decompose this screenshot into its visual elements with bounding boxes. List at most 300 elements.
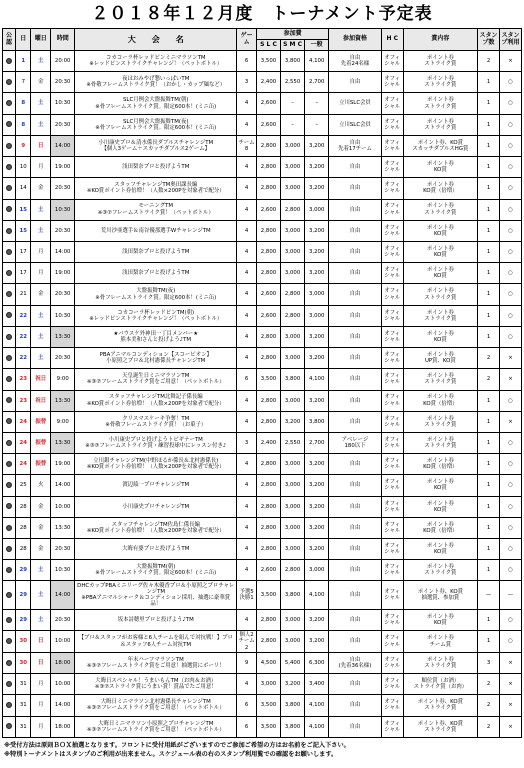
weekday-cell: 土 [31, 560, 51, 581]
notice-icon-cell [3, 178, 16, 199]
fee-general-cell: 3,200 [305, 220, 329, 241]
qualification-cell [329, 93, 382, 114]
tournament-title: 大晦日ミニマラソン北村憲係長チャレンジTM [100, 699, 211, 706]
prize-cell-line1: ポイント券 [426, 224, 454, 231]
header-time: 時間 [51, 29, 75, 51]
table-row [3, 581, 522, 610]
stamp-get-cell: 1 [478, 517, 500, 538]
tournament-note: ※PBAアニマルシャーク＆コンディション採用、抽選に豪華賞品！ [81, 595, 231, 608]
prize-cell [403, 539, 477, 560]
fee-general-cell: 4,100 [305, 716, 329, 737]
fee-smc-cell: 3,000 [281, 454, 305, 475]
stamp-use-cell: ○ [500, 263, 522, 284]
tournament-title: 大晦有婆プロと投げようTM [122, 546, 190, 553]
notice-icon-cell [3, 454, 16, 475]
games-cell: 3 [237, 72, 257, 93]
tournament-name-cell [75, 263, 237, 284]
fee-slc-cell: 2,600 [256, 93, 280, 114]
prize-cell [403, 263, 477, 284]
table-row [3, 72, 522, 93]
dot-icon [6, 143, 12, 149]
table-row [3, 390, 522, 411]
hc-cell: オフィシャル [381, 369, 403, 390]
games-cell: 4 [237, 178, 257, 199]
qualification-cell [329, 114, 382, 135]
notice-icon-cell [3, 135, 16, 156]
table-row [3, 51, 522, 72]
tournament-title: モーニングTM [138, 203, 174, 210]
qualification-cell [329, 581, 382, 610]
table-row [3, 284, 522, 305]
weekday-cell: 土 [31, 610, 51, 631]
tournament-name-cell [75, 326, 237, 347]
header-fee: 参加費 [256, 29, 328, 40]
fee-general-cell: 3,200 [305, 539, 329, 560]
tournament-note: ※KO賞ポイント券倍増！（人数×200Pを対象者で配分） [86, 400, 225, 407]
time-cell: 14:00 [51, 241, 75, 262]
qualification-cell [329, 517, 382, 538]
table-row [3, 716, 522, 737]
fee-general-cell: 3,200 [305, 610, 329, 631]
fee-slc-cell: 2,800 [256, 241, 280, 262]
time-cell: 10:30 [51, 560, 75, 581]
prize-cell-line2: スカッチダブルスHG賞 [412, 145, 469, 152]
weekday-cell: 月 [31, 157, 51, 178]
time-cell: 20:30 [51, 284, 75, 305]
dot-icon [6, 355, 12, 361]
notice-icon-cell [3, 581, 16, 610]
footer-notes [4, 741, 520, 760]
hc-cell: オフィシャル [381, 390, 403, 411]
weekday-cell: 日 [31, 631, 51, 653]
stamp-use-cell: × [500, 652, 522, 673]
stamp-get-cell: 1 [478, 114, 500, 135]
day-cell: 28 [16, 517, 31, 538]
notice-icon-cell [3, 326, 16, 347]
weekday-cell: 土 [31, 326, 51, 347]
qualification-cell [329, 369, 382, 390]
games-cell: 9 [237, 652, 257, 673]
qualification-cell-line1: 自由 [349, 638, 361, 645]
day-cell: 28 [16, 539, 31, 560]
dot-icon [6, 482, 12, 488]
weekday-cell: 金 [31, 517, 51, 538]
prize-cell-line2: ストライク賞 [424, 82, 457, 89]
fee-smc-cell: 2,550 [281, 72, 305, 93]
fee-slc-cell: 2,800 [256, 454, 280, 475]
prize-cell-line1: ポイント券 [426, 245, 454, 252]
notice-icon-cell [3, 631, 16, 653]
weekday-cell: 土 [31, 220, 51, 241]
qualification-cell-line1: 自由 [349, 227, 361, 234]
hc-cell: オフィシャル [381, 517, 403, 538]
time-cell: 20:30 [51, 610, 75, 631]
weekday-cell: 土 [31, 114, 51, 135]
tournament-note: ※③⑦フレームストライク賞・練習投球中にレッスン付き♪ [85, 443, 227, 450]
qualification-cell [329, 199, 382, 220]
fee-smc-cell: 3,200 [281, 411, 305, 432]
hc-cell: オフィシャル [381, 454, 403, 475]
stamp-use-cell: × [500, 348, 522, 369]
qualification-cell-line1: 自由 [349, 54, 361, 61]
tournament-title: 小川康史プロと投げようトビギナーTM [108, 436, 203, 443]
prize-cell [403, 220, 477, 241]
tournament-note: ※骨フレームストライク賞。限定600本！(ミニ缶) [95, 294, 217, 301]
stamp-get-cell: 1 [478, 220, 500, 241]
qualification-cell-line1: 自由 [349, 185, 361, 192]
prize-cell [403, 284, 477, 305]
prize-cell-line1: ポイント券 [426, 97, 454, 104]
hc-cell: オフィシャル [381, 631, 403, 653]
stamp-get-cell: 1 [478, 178, 500, 199]
tournament-name-cell [75, 496, 237, 517]
prize-cell-line2: KO賞 [433, 549, 447, 556]
fee-slc-cell: 2,800 [256, 517, 280, 538]
hc-cell: オフィシャル [381, 716, 403, 737]
fee-slc-cell: 3,500 [256, 695, 280, 716]
qualification-cell [329, 695, 382, 716]
table-row [3, 305, 522, 326]
stamp-use-cell: ○ [500, 631, 522, 653]
prize-cell-line1: ポイント券 [426, 373, 454, 380]
prize-cell-line2: ストライク賞 [424, 61, 457, 68]
prize-cell-line2: チーム賞 [429, 641, 452, 648]
qualification-cell-line1: 自由 [349, 503, 361, 510]
prize-cell-line2: ストライク賞 [424, 103, 457, 110]
prize-cell-line1: ポイント券 [426, 330, 454, 337]
prize-cell [403, 326, 477, 347]
tournament-note: ※骨フレームストライク賞。限定600本！(ミニ缶) [95, 124, 217, 131]
table-row [3, 114, 522, 135]
prize-cell [403, 178, 477, 199]
qualification-cell [329, 475, 382, 496]
prize-cell-line1: ポイント券、KO賞 [417, 720, 463, 727]
stamp-get-cell: 2 [478, 348, 500, 369]
table-row [3, 475, 522, 496]
hc-cell: オフィシャル [381, 241, 403, 262]
stamp-use-cell: ○ [500, 432, 522, 453]
table-body [3, 51, 522, 738]
hc-cell: オフィシャル [381, 411, 403, 432]
stamp-get-cell: 1 [478, 560, 500, 581]
prize-cell-line1: ポイント券 [426, 458, 454, 465]
fee-slc-cell: 2,800 [256, 326, 280, 347]
prize-cell-line2: KO賞 [433, 273, 447, 280]
qualification-cell-line1: 自由 [349, 418, 361, 425]
stamp-use-cell: ○ [500, 475, 522, 496]
prize-cell-line2: KO賞（倍増） [423, 400, 458, 407]
fee-smc-cell: 3,200 [281, 674, 305, 695]
prize-cell-line2: ストライク賞 [424, 443, 457, 450]
qualification-cell [329, 135, 382, 156]
fee-general-cell: 3,200 [305, 390, 329, 411]
header-notice: 公認 [3, 29, 16, 51]
stamp-get-cell: 3 [478, 652, 500, 673]
table-row [3, 326, 522, 347]
table-row [3, 539, 522, 560]
prize-cell [403, 716, 477, 737]
header-name: 大 会 名 [75, 29, 237, 51]
dot-icon [6, 546, 12, 552]
games-cell: 4 [237, 475, 257, 496]
fee-slc-cell: 2,600 [256, 284, 280, 305]
prize-cell-line1: ポイント券 [426, 656, 454, 663]
qualification-cell [329, 220, 382, 241]
games-cell: 6 [237, 51, 257, 72]
fee-slc-cell: 3,500 [256, 369, 280, 390]
notice-icon-cell [3, 263, 16, 284]
prize-cell-line1: ポイント券、KO賞 [417, 699, 463, 706]
weekday-cell: 月 [31, 716, 51, 737]
tournament-title: スタッフチャレンジTM北舞記子係長編 [108, 394, 203, 401]
fee-general-cell: 3,200 [305, 263, 329, 284]
dot-icon [6, 723, 12, 729]
time-cell: 10:30 [51, 199, 75, 220]
stamp-use-cell: ○ [500, 72, 522, 93]
fee-smc-cell: 5,400 [281, 652, 305, 673]
prize-cell [403, 517, 477, 538]
hc-cell: オフィシャル [381, 305, 403, 326]
time-cell: 20:30 [51, 348, 75, 369]
table-row [3, 411, 522, 432]
qualification-cell [329, 652, 382, 673]
fee-smc-cell: 3,000 [281, 631, 305, 653]
prize-cell-line1: ポイント券 [426, 182, 454, 189]
qualification-cell [329, 241, 382, 262]
tournament-note: ※③⑦フレームストライク賞をご用意！（ペットボトル） [86, 379, 225, 386]
stamp-get-cell: 1 [478, 93, 500, 114]
stamp-get-cell: 1 [478, 411, 500, 432]
stamp-use-cell: ○ [500, 114, 522, 135]
fee-slc-cell: 2,800 [256, 157, 280, 178]
tournament-title: 荒川沙亜選手＆南谷優那選手WチャレンジTM [100, 227, 211, 234]
stamp-use-cell: ○ [500, 93, 522, 114]
table-row [3, 496, 522, 517]
fee-slc-cell: 2,400 [256, 72, 280, 93]
fee-smc-cell: 3,000 [281, 135, 305, 156]
dot-icon [6, 681, 12, 687]
table-row [3, 652, 522, 673]
fee-smc-cell: 2,800 [281, 305, 305, 326]
dot-icon [6, 660, 12, 666]
qualification-cell-line1: 自由 [349, 248, 361, 255]
tournament-name-cell [75, 560, 237, 581]
qualification-cell-line1: 自由 [349, 397, 361, 404]
tournament-name-cell [75, 241, 237, 262]
table-row [3, 560, 522, 581]
prize-cell-line1: ポイント券 [426, 415, 454, 422]
prize-cell-line1: ポイント券 [426, 54, 454, 61]
stamp-get-cell: 2 [478, 716, 500, 737]
fee-smc-cell: 3,000 [281, 475, 305, 496]
time-cell: 14:00 [51, 695, 75, 716]
weekday-cell: 月 [31, 263, 51, 284]
games-cell: 4 [237, 263, 257, 284]
fee-general-cell: 3,000 [305, 199, 329, 220]
qualification-cell [329, 432, 382, 453]
day-cell: 22 [16, 348, 31, 369]
stamp-use-cell: × [500, 695, 522, 716]
notice-icon-cell [3, 51, 16, 72]
prize-cell-line2: ストライク賞 [424, 379, 457, 386]
hc-cell: オフィシャル [381, 263, 403, 284]
hc-cell: オフィシャル [381, 652, 403, 673]
prize-cell-line1: ポイント券 [426, 288, 454, 295]
time-cell: 10:30 [51, 305, 75, 326]
table-row [3, 674, 522, 695]
tournament-name-cell [75, 51, 237, 72]
weekday-cell: 金 [31, 284, 51, 305]
tournament-title: 小川康史プロ＆清水係長ダブルスチャレンジTM [98, 139, 214, 146]
weekday-cell: 土 [31, 93, 51, 114]
fee-smc-cell: 3,800 [281, 581, 305, 610]
prize-cell [403, 93, 477, 114]
prize-cell-line1: ポイント券 [426, 500, 454, 507]
notice-icon-cell [3, 652, 16, 673]
tournament-title: 大盤振舞TM(夜) [136, 288, 176, 295]
tournament-title: スタッフチャレンジTM奥田課長編 [114, 182, 198, 189]
games-cell: 4 [237, 496, 257, 517]
qualification-cell-line1: 自由 [349, 355, 361, 362]
tournament-title: 立川銀チャレンジTM(中野ほるか係長＆北村憲係長) [93, 458, 219, 465]
table-row [3, 432, 522, 453]
fee-smc-cell: 3,000 [281, 610, 305, 631]
fee-smc-cell: 3,000 [281, 220, 305, 241]
dot-icon [6, 249, 12, 255]
dot-icon [6, 376, 12, 382]
qualification-cell-line1: 自由 [349, 723, 361, 730]
table-row [3, 369, 522, 390]
stamp-use-cell: ○ [500, 199, 522, 220]
fee-smc-cell: 3,000 [281, 241, 305, 262]
prize-cell [403, 135, 477, 156]
time-cell: 18:00 [51, 652, 75, 673]
tournament-name-cell [75, 369, 237, 390]
table-row [3, 135, 522, 156]
time-cell: 13:30 [51, 326, 75, 347]
fee-smc-cell: 2,800 [281, 199, 305, 220]
qualification-cell-line1: 自由 [349, 461, 361, 468]
dot-icon [6, 567, 12, 573]
games-cell: 4 [237, 241, 257, 262]
dot-icon [6, 291, 12, 297]
fee-slc-cell: 2,800 [256, 475, 280, 496]
tournament-name-cell [75, 432, 237, 453]
games-cell: 4 [237, 348, 257, 369]
notice-icon-cell [3, 369, 16, 390]
stamp-get-cell: 1 [478, 454, 500, 475]
time-cell: 13:30 [51, 517, 75, 538]
games-cell: 4 [237, 220, 257, 241]
dot-icon [6, 397, 12, 403]
hc-cell: オフィシャル [381, 610, 403, 631]
tournament-note: ※骨フレームストライク賞。限定600本！(ミニ缶) [95, 570, 217, 577]
time-cell: 20:30 [51, 72, 75, 93]
hc-cell: オフィシャル [381, 348, 403, 369]
weekday-cell: 祝日 [31, 390, 51, 411]
prize-cell-line1: ポイント券 [426, 436, 454, 443]
dot-icon [6, 79, 12, 85]
header-stamp-get: スタンプ数 [478, 29, 500, 51]
qualification-cell-line1: 自由 [349, 482, 361, 489]
hc-cell: オフィシャル [381, 695, 403, 716]
prize-cell [403, 496, 477, 517]
fee-general-cell: 4,100 [305, 581, 329, 610]
games-cell: 4 [237, 390, 257, 411]
tournament-title: 小川康史プロチャレンジTM [122, 503, 190, 510]
time-cell: 19:00 [51, 454, 75, 475]
notice-icon-cell [3, 241, 16, 262]
prize-cell [403, 241, 477, 262]
fee-slc-cell: 2,600 [256, 114, 280, 135]
fee-smc-cell: 3,000 [281, 390, 305, 411]
weekday-cell: 月 [31, 695, 51, 716]
tournament-name-cell [75, 114, 237, 135]
day-cell: 24 [16, 432, 31, 453]
weekday-cell: 日 [31, 652, 51, 673]
fee-slc-cell: 2,800 [256, 610, 280, 631]
stamp-get-cell: 1 [478, 284, 500, 305]
fee-general-cell: 3,000 [305, 560, 329, 581]
hc-cell: オフィシャル [381, 496, 403, 517]
qualification-cell-line1: 立川SLC会員 [339, 121, 371, 128]
day-cell: 14 [16, 178, 31, 199]
prize-cell [403, 432, 477, 453]
games-cell: 3 [237, 432, 257, 453]
fee-slc-cell: 3,000 [256, 674, 280, 695]
prize-cell-line1: ポイント券 [426, 394, 454, 401]
dot-icon [6, 418, 12, 424]
fee-smc-cell: 2,800 [281, 284, 305, 305]
fee-smc-cell: 3,000 [281, 263, 305, 284]
games-cell: 個人2 チーム2 [238, 632, 255, 651]
fee-smc-cell: 2,800 [281, 560, 305, 581]
day-cell: 25 [16, 475, 31, 496]
fee-general-cell: 4,100 [305, 51, 329, 72]
fee-smc-cell: 3,800 [281, 51, 305, 72]
stamp-use-cell: ○ [500, 135, 522, 156]
qualification-cell [329, 305, 382, 326]
day-cell: 1 [16, 51, 31, 72]
hc-cell: オフィシャル [381, 114, 403, 135]
fee-general-cell: 3,200 [305, 135, 329, 156]
day-cell: 15 [16, 199, 31, 220]
fee-slc-cell: 3,500 [256, 581, 280, 610]
table-row [3, 157, 522, 178]
prize-cell-line1: ポイント券 [426, 267, 454, 274]
notice-icon-cell [3, 674, 16, 695]
stamp-use-cell: ○ [500, 284, 522, 305]
stamp-get-cell: — [478, 581, 500, 610]
tournament-name-cell [75, 284, 237, 305]
table-row [3, 517, 522, 538]
tournament-title: 浅田梨奈プロと投げようTM [122, 248, 190, 255]
tournament-note: ※③⑦フレームストライク賞をご用意！（ペットボトル） [86, 726, 225, 733]
tournament-name-cell [75, 631, 237, 653]
tournament-note: ※レッドピンストライクチャレンジ！（ペットボトル） [89, 315, 223, 322]
dot-icon [6, 185, 12, 191]
prize-cell [403, 199, 477, 220]
prize-cell-line1: ポイント券 [426, 542, 454, 549]
time-cell: 18:00 [51, 716, 75, 737]
prize-cell-line2: KO賞（倍増） [423, 188, 458, 195]
stamp-use-cell: × [500, 411, 522, 432]
tournament-name-cell [75, 716, 237, 737]
prize-cell-line2: KO賞 [433, 336, 447, 343]
notice-icon-cell [3, 716, 16, 737]
qualification-cell-line1: 自由 [349, 546, 361, 553]
dot-icon [6, 312, 12, 318]
